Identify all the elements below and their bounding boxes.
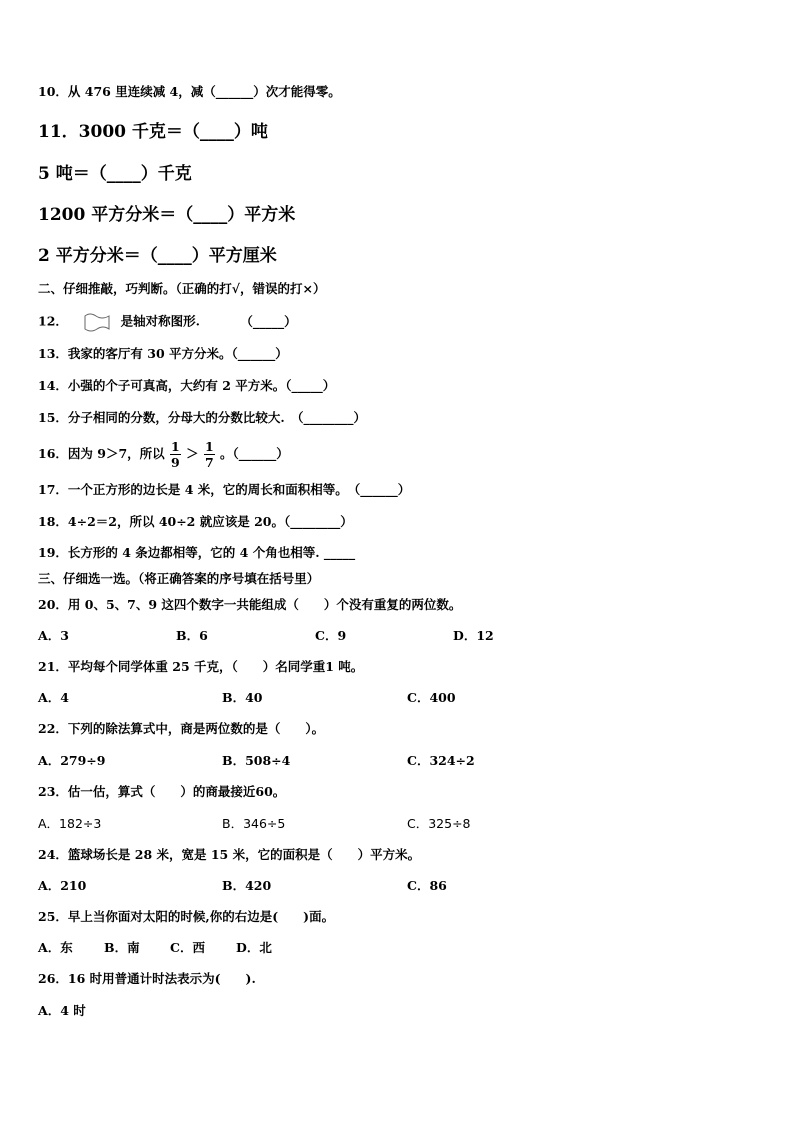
option-26-a: A．4 时 (38, 1003, 86, 1018)
option-20-a: A．3 (38, 628, 69, 643)
question-21: 21．平均每个同学体重 25 千克，（ ）名同学重1 吨。 (38, 659, 364, 674)
question-26: 26．16 时用普通计时法表示为( ). (38, 971, 256, 986)
question-16-prefix: 16．因为 9＞7，所以 (38, 446, 165, 461)
question-11-line-4: 2 平方分米＝（____）平方厘米 (38, 246, 277, 266)
fraction-one-seventh (204, 439, 215, 470)
question-11-line-2: 5 吨＝（____）千克 (38, 164, 192, 184)
question-16 (38, 436, 289, 472)
section-2-heading: 二、仔细推敲，巧判断。（正确的打√，错误的打×） (38, 281, 326, 296)
fraction-denominator: 9 (171, 455, 180, 470)
question-12-text: 是轴对称图形. (120, 313, 200, 329)
question-13: 13．我家的客厅有 30 平方分米。（______） (38, 346, 288, 361)
option-21-c: C．400 (407, 690, 456, 705)
option-22-c: C．324÷2 (407, 753, 475, 768)
fraction-numerator: 1 (204, 439, 214, 454)
flag-shape-icon (82, 312, 112, 332)
option-23-a: A．182÷3 (38, 816, 102, 831)
option-21-b: B．40 (222, 690, 263, 705)
option-23-c: C．325÷8 (407, 816, 471, 831)
option-20-b: B．6 (176, 628, 208, 643)
question-12-number: 12． (38, 313, 68, 329)
option-20-c: C．9 (315, 628, 347, 643)
question-12-blank: （_____） (240, 313, 297, 329)
fraction-denominator: 7 (204, 455, 214, 470)
option-22-a: A．279÷9 (38, 753, 106, 768)
option-25-a: A．东 (38, 940, 73, 955)
option-23-b: B．346÷5 (222, 816, 286, 831)
section-3-heading: 三、仔细选一选。（将正确答案的序号填在括号里） (38, 571, 320, 586)
option-24-b: B．420 (222, 878, 272, 893)
question-15: 15．分子相同的分数，分母大的分数比较大. （________） (38, 410, 366, 425)
question-12 (38, 312, 297, 332)
option-25-b: B．南 (104, 940, 140, 955)
option-25-d: D．北 (236, 940, 272, 955)
option-24-c: C．86 (407, 878, 447, 893)
question-19: 19．长方形的 4 条边都相等，它的 4 个角也相等. _____ (38, 545, 356, 560)
question-24: 24．篮球场长是 28 米，宽是 15 米，它的面积是（ ）平方米。 (38, 847, 421, 862)
option-24-a: A．210 (38, 878, 87, 893)
question-18: 18．4÷2＝2，所以 40÷2 就应该是 20。（________） (38, 514, 353, 529)
option-22-b: B．508÷4 (222, 753, 291, 768)
question-17: 17．一个正方形的边长是 4 米，它的周长和面积相等。 （______） (38, 482, 411, 497)
greater-than-sign: ＞ (186, 446, 199, 461)
question-20: 20．用 0、5、7、9 这四个数字一共能组成（ ）个没有重复的两位数。 (38, 597, 462, 612)
question-25: 25．早上当你面对太阳的时候,你的右边是( )面。 (38, 909, 335, 924)
option-20-d: D．12 (453, 628, 494, 643)
question-10: 10．从 476 里连续减 4，减（______）次才能得零。 (38, 84, 341, 99)
option-25-c: C．西 (170, 940, 205, 955)
question-22: 22．下列的除法算式中，商是两位数的是（ ）。 (38, 721, 325, 736)
question-23: 23．估一估，算式（ ）的商最接近60。 (38, 784, 286, 799)
question-11-line-3: 1200 平方分米＝（____）平方米 (38, 205, 296, 225)
fraction-numerator: 1 (171, 439, 180, 454)
option-21-a: A．4 (38, 690, 69, 705)
question-11-line-1: 11．3000 千克＝（____）吨 (38, 122, 268, 142)
question-14: 14．小强的个子可真高，大约有 2 平方米。（_____） (38, 378, 336, 393)
question-16-suffix: 。（______） (220, 446, 289, 461)
fraction-one-ninth (170, 439, 181, 470)
